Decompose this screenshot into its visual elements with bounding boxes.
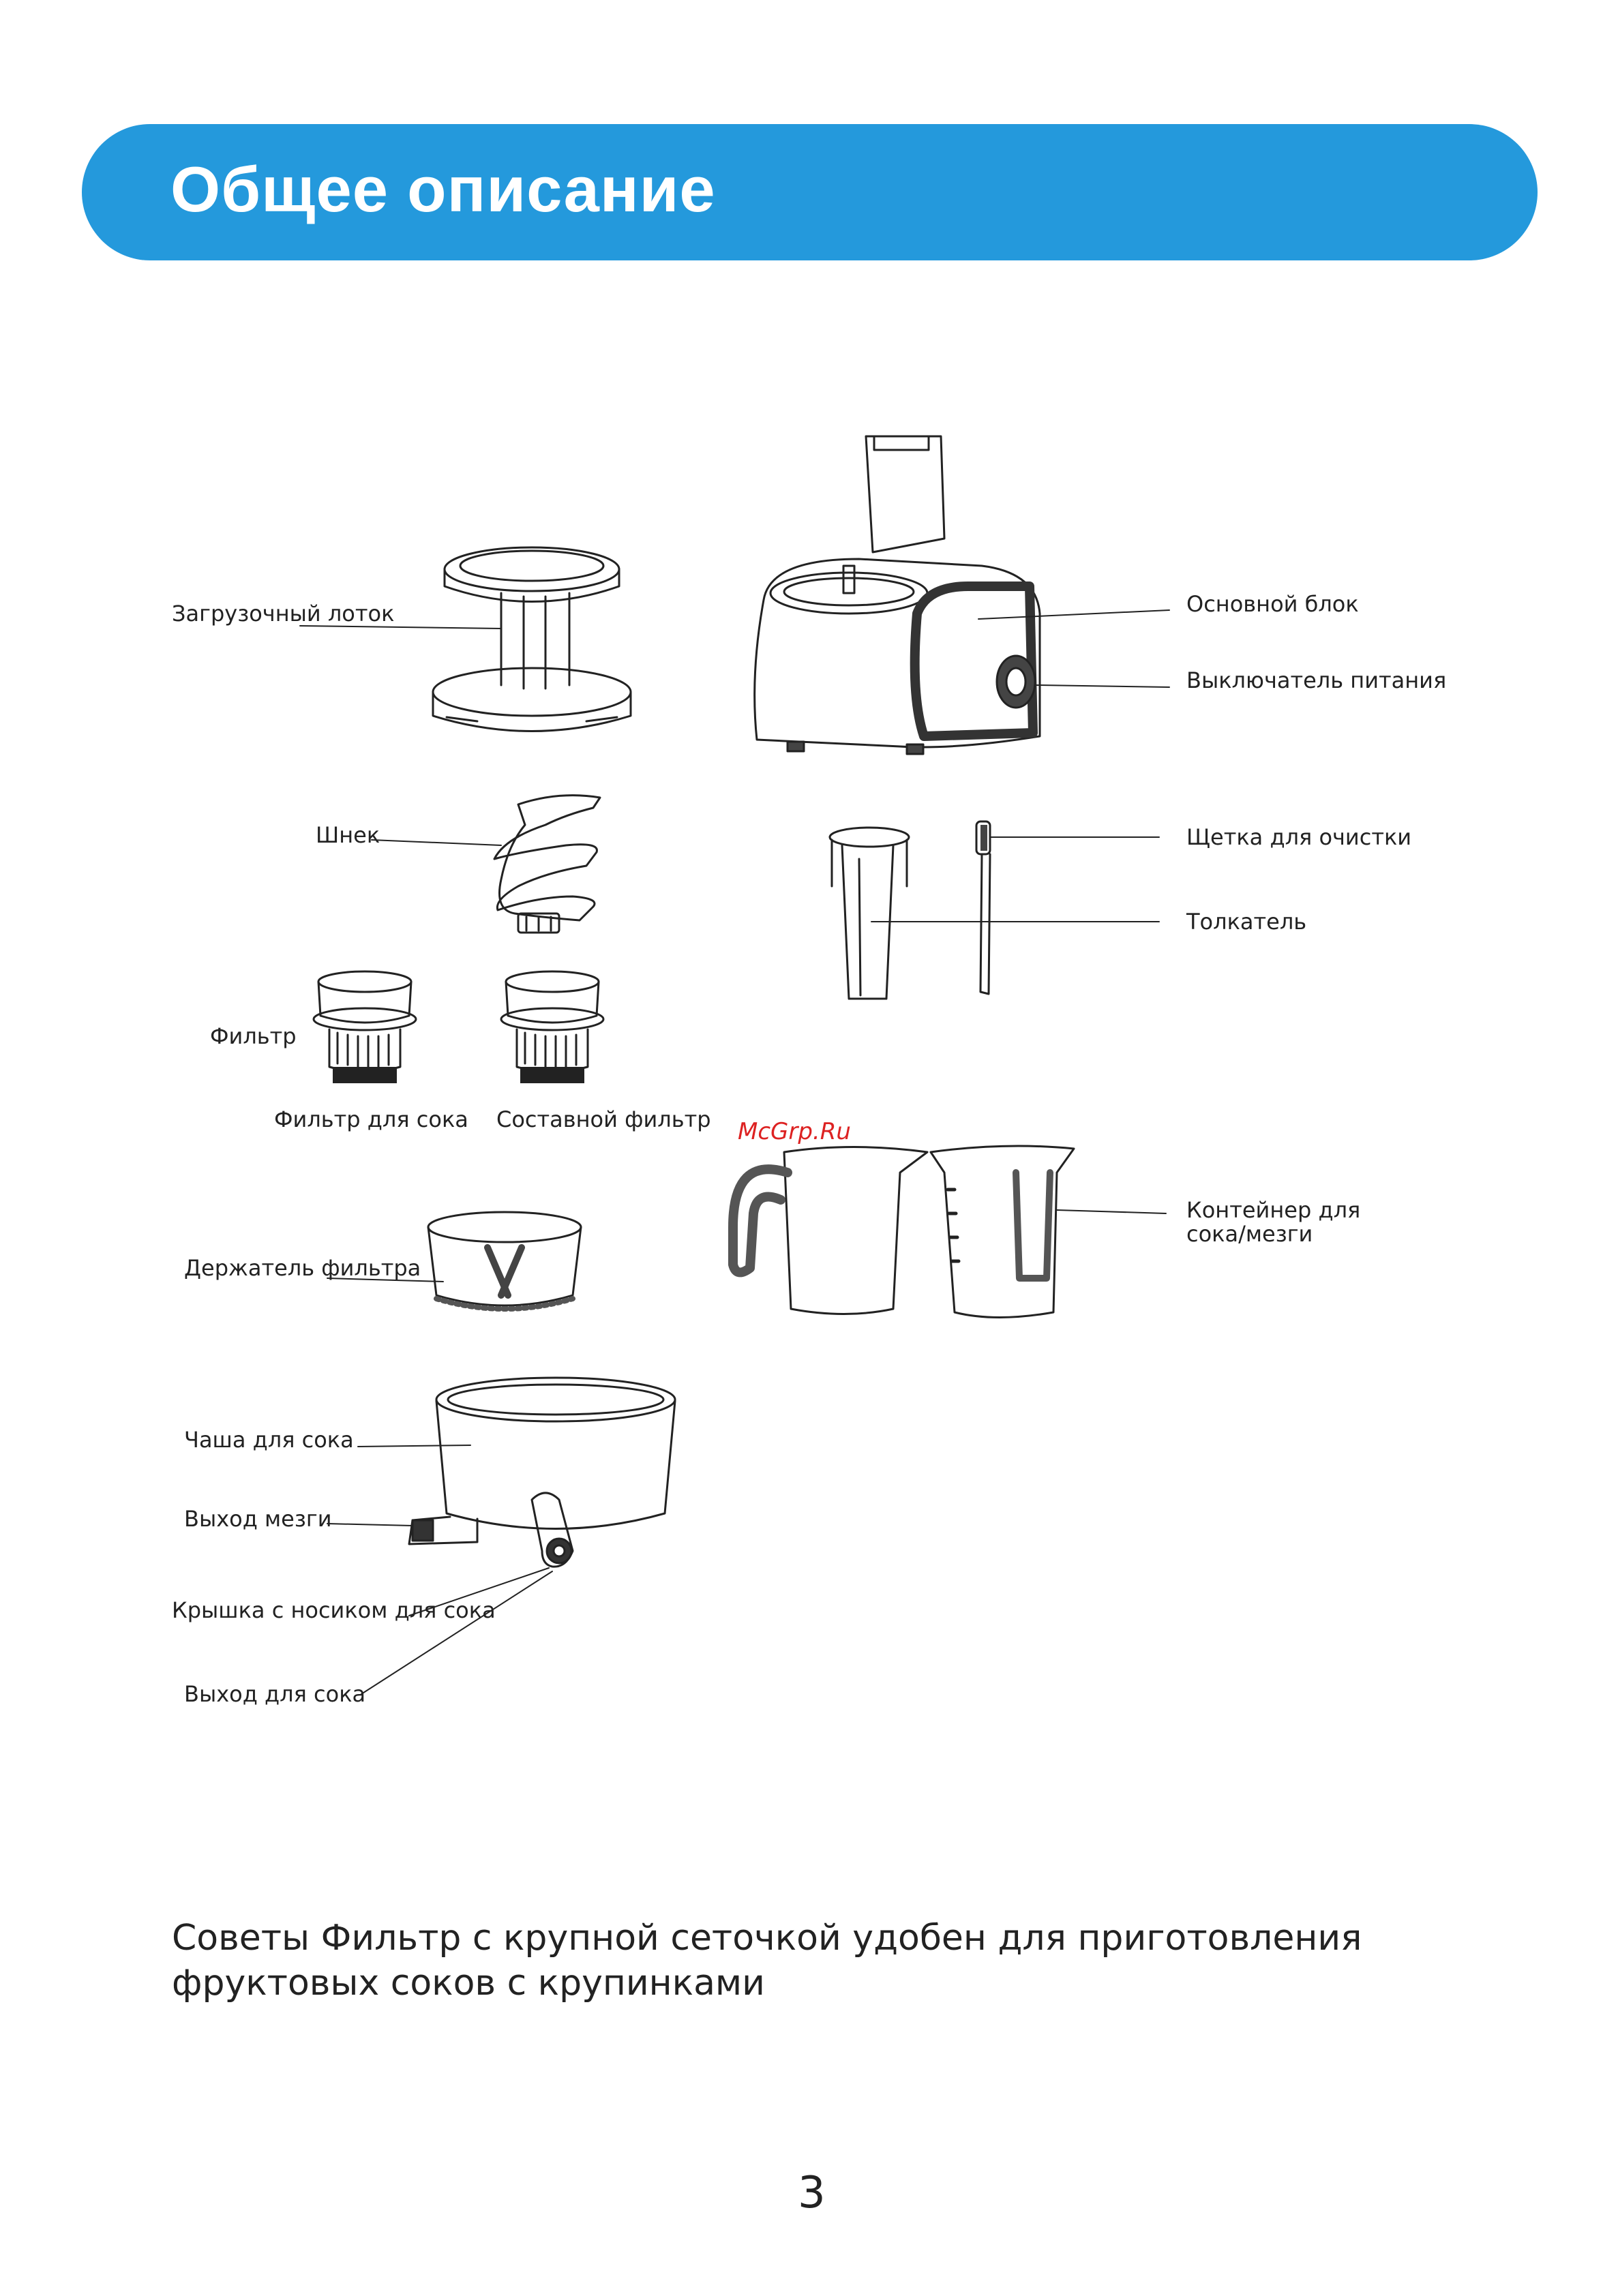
watermark: McGrp.Ru bbox=[738, 1118, 851, 1145]
measuring-cup-drawing bbox=[931, 1146, 1074, 1318]
cleaning-brush-drawing bbox=[976, 821, 990, 994]
label-pusher: Толкатель bbox=[1186, 909, 1307, 935]
tips-line-2: фруктовых соков с крупинками bbox=[172, 1963, 765, 2004]
label-pulp-outlet: Выход мезги bbox=[184, 1506, 332, 1532]
filter-holder-drawing bbox=[428, 1212, 581, 1309]
label-power-switch: Выключатель питания bbox=[1186, 667, 1447, 693]
juice-filter-drawing bbox=[314, 971, 416, 1083]
feed-tray-drawing bbox=[433, 547, 631, 731]
pitcher-drawing bbox=[733, 1147, 927, 1314]
label-auger: Шнек bbox=[316, 822, 380, 848]
composite-filter-drawing bbox=[501, 971, 603, 1083]
pusher-drawing bbox=[830, 828, 909, 999]
label-main-unit: Основной блок bbox=[1186, 591, 1359, 617]
label-filter: Фильтр bbox=[210, 1023, 297, 1049]
label-composite-filter: Составной фильтр bbox=[496, 1106, 711, 1132]
label-container-line2: сока/мезги bbox=[1186, 1221, 1313, 1247]
tips-text bbox=[172, 1916, 1467, 2006]
label-juice-filter: Фильтр для сока bbox=[274, 1106, 468, 1132]
label-cleaning-brush: Щетка для очистки bbox=[1186, 824, 1412, 850]
label-feed-tray: Загрузочный лоток bbox=[172, 601, 395, 626]
label-juice-bowl: Чаша для сока bbox=[184, 1427, 354, 1453]
label-juice-outlet: Выход для сока bbox=[184, 1681, 366, 1707]
page-title: Общее описание bbox=[170, 153, 716, 225]
tips-line-1: Советы Фильтр с крупной сеточкой удобен для приготовления bbox=[172, 1918, 1362, 1959]
juice-bowl-drawing bbox=[409, 1378, 675, 1567]
label-filter-holder: Держатель фильтра bbox=[184, 1255, 421, 1281]
label-spout-cap: Крышка с носиком для сока bbox=[172, 1597, 496, 1623]
main-unit-drawing bbox=[755, 436, 1040, 754]
auger-drawing bbox=[494, 796, 600, 933]
label-container-line1: Контейнер для bbox=[1186, 1197, 1361, 1223]
page-number: 3 bbox=[798, 2168, 826, 2218]
